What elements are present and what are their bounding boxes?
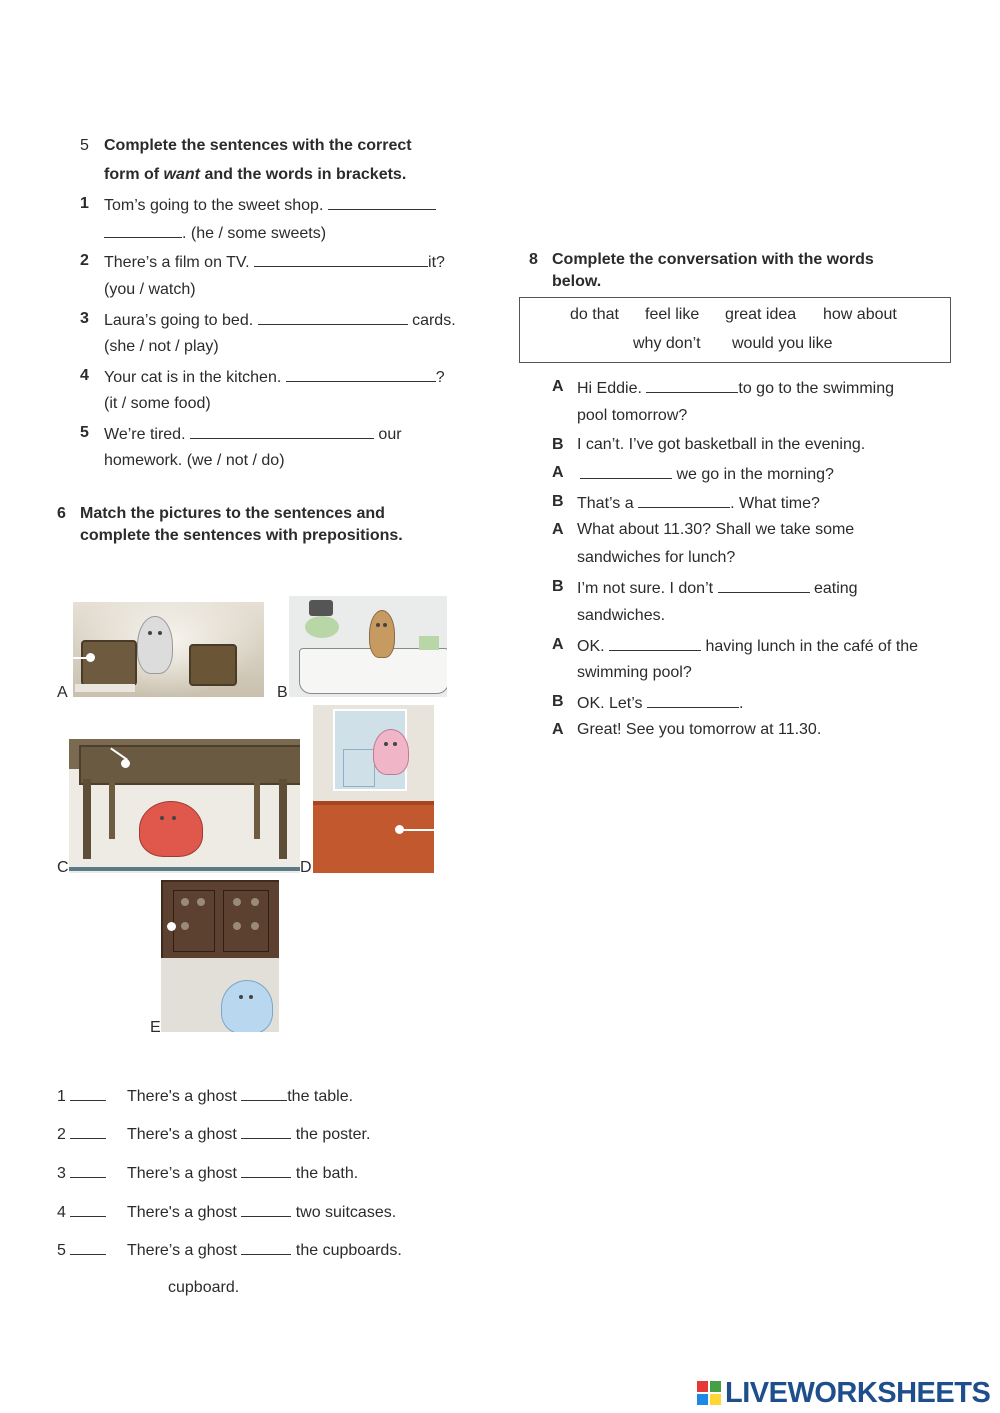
- ex8-blank-2[interactable]: [580, 464, 672, 479]
- ex5-item-5-number: 5: [80, 424, 89, 441]
- ex5-blank-1b[interactable]: [104, 223, 182, 238]
- ex6-sentence-3-text: There’s a ghost the bath.: [127, 1165, 359, 1182]
- word-do-that: do that: [570, 306, 619, 323]
- picture-b: [289, 596, 447, 697]
- ex8-blank-5[interactable]: [609, 636, 701, 651]
- dialogue-line-1: Hi Eddie. to go to the swimming: [577, 380, 894, 397]
- ex6-match-blank-5[interactable]: [70, 1240, 106, 1255]
- ex8-blank-1[interactable]: [646, 378, 738, 393]
- ex6-prep-blank-5[interactable]: [241, 1240, 291, 1255]
- ghost-brown: [369, 610, 395, 658]
- exercise-8-number: 8: [529, 251, 538, 268]
- label-dot-e: [167, 922, 176, 931]
- picture-c: [69, 739, 300, 873]
- suitcase-left: [81, 640, 137, 686]
- speaker-b-1: B: [552, 436, 564, 453]
- ex5-item-1-line2: . (he / some sweets): [104, 223, 326, 243]
- ex8-blank-4[interactable]: [718, 578, 810, 593]
- ex5-blank-4[interactable]: [286, 367, 436, 382]
- exercise-6-number: 6: [57, 505, 66, 522]
- ex6-sentence-5: 5: [57, 1240, 106, 1260]
- ex5-item-5: We’re tired. our: [104, 426, 402, 443]
- exercise-5-instruction: Complete the sentences with the correct: [104, 137, 412, 154]
- ghost-grey: [137, 616, 173, 674]
- dialogue-line-7: OK. having lunch in the café of the: [577, 638, 919, 655]
- ex6-trailing-text: cupboard.: [168, 1279, 240, 1296]
- picture-a: [73, 602, 264, 697]
- ex6-match-blank-2[interactable]: [70, 1124, 106, 1139]
- ex6-match-blank-4[interactable]: [70, 1202, 106, 1217]
- ex6-sentence-1: 1: [57, 1086, 106, 1106]
- ex5-item-1-number: 1: [80, 195, 89, 212]
- label-dot-a: [86, 653, 95, 662]
- picture-label-d: D: [300, 859, 312, 876]
- exercise-5-instruction-2: form of want and the words in brackets.: [104, 166, 407, 183]
- ex6-prep-blank-1[interactable]: [241, 1086, 287, 1101]
- ex5-item-4-number: 4: [80, 367, 89, 384]
- ex6-sentence-4-text: There's a ghost two suitcases.: [127, 1204, 397, 1221]
- ex6-sentence-2: 2: [57, 1124, 106, 1144]
- exercise-5-number: 5: [80, 137, 89, 154]
- ghost-blue: [221, 980, 273, 1032]
- picture-label-b: B: [277, 684, 288, 701]
- ex6-match-blank-3[interactable]: [70, 1163, 106, 1178]
- word-great-idea: great idea: [725, 306, 797, 323]
- ex6-match-blank-1[interactable]: [70, 1086, 106, 1101]
- ex5-blank-3[interactable]: [258, 310, 408, 325]
- picture-label-a: A: [57, 684, 68, 701]
- speaker-a-4: A: [552, 636, 564, 653]
- ex6-sentence-1-text: There's a ghost the table.: [127, 1088, 354, 1105]
- ex5-item-3-line2: (she / not / play): [104, 338, 219, 355]
- word-why-dont: why don’t: [633, 335, 701, 352]
- word-box: [519, 297, 951, 363]
- speaker-a-2: A: [552, 464, 564, 481]
- speaker-a-5: A: [552, 721, 564, 738]
- ex5-item-4-line2: (it / some food): [104, 395, 211, 412]
- exercise-8-instruction: Complete the conversation with the words: [552, 251, 874, 268]
- ex5-blank-2[interactable]: [254, 252, 428, 267]
- logo-text: LIVEWORKSHEETS: [725, 1377, 991, 1409]
- ex6-sentence-2-text: There's a ghost the poster.: [127, 1126, 371, 1143]
- ex8-blank-3[interactable]: [638, 493, 730, 508]
- ex5-item-2: There’s a film on TV. it?: [104, 254, 445, 271]
- picture-e: [161, 880, 279, 1032]
- ex5-item-3-number: 3: [80, 310, 89, 327]
- word-feel-like: feel like: [645, 306, 700, 323]
- ex8-blank-6[interactable]: [647, 693, 739, 708]
- ex6-prep-blank-3[interactable]: [241, 1163, 291, 1178]
- dialogue-line-7-cont: swimming pool?: [577, 664, 692, 681]
- dialogue-line-1-cont: pool tomorrow?: [577, 407, 688, 424]
- bath-mat: [305, 616, 339, 638]
- ex6-sentence-4: 4: [57, 1202, 106, 1222]
- label-dot-c: [121, 759, 130, 768]
- speaker-b-4: B: [552, 693, 564, 710]
- speaker-b-3: B: [552, 578, 564, 595]
- cupboard: [161, 880, 279, 962]
- word-would-you-like: would you like: [732, 335, 833, 352]
- logo-icon: [697, 1381, 721, 1405]
- ex5-item-3: Laura’s going to bed. cards.: [104, 312, 456, 329]
- ghost-red: [139, 801, 203, 857]
- picture-label-c: C: [57, 859, 69, 876]
- dialogue-line-6: I’m not sure. I don’t eating: [577, 580, 858, 597]
- ex5-item-2-number: 2: [80, 252, 89, 269]
- dialogue-line-6-cont: sandwiches.: [577, 607, 666, 624]
- dialogue-line-2: I can’t. I’ve got basketball in the evening.: [577, 436, 866, 453]
- suitcase-right: [189, 644, 237, 686]
- dialogue-line-4: That’s a . What time?: [577, 495, 820, 512]
- ex6-sentence-5-text: There’s a ghost the cupboards.: [127, 1242, 402, 1259]
- speaker-a-3: A: [552, 521, 564, 538]
- dialogue-line-5: What about 11.30? Shall we take some: [577, 521, 855, 538]
- dialogue-line-3: we go in the morning?: [580, 464, 834, 484]
- ex5-item-5-line2: homework. (we / not / do): [104, 452, 285, 469]
- ex5-item-4: Your cat is in the kitchen. ?: [104, 369, 445, 386]
- bed: [313, 801, 434, 873]
- exercise-8-instruction-2: below.: [552, 273, 602, 290]
- dialogue-line-9: Great! See you tomorrow at 11.30.: [577, 721, 822, 738]
- exercise-6-instruction: Match the pictures to the sentences and: [80, 505, 385, 522]
- word-how-about: how about: [823, 306, 897, 323]
- ex5-blank-5[interactable]: [190, 424, 374, 439]
- ghost-pink: [373, 729, 409, 775]
- picture-label-e: E: [150, 1019, 161, 1036]
- ex6-prep-blank-4[interactable]: [241, 1202, 291, 1217]
- dialogue-line-8: OK. Let’s .: [577, 695, 744, 712]
- label-dot-d: [395, 825, 404, 834]
- speaker-a-1: A: [552, 378, 564, 395]
- exercise-6-instruction-2: complete the sentences with prepositions.: [80, 527, 403, 544]
- dialogue-line-5-cont: sandwiches for lunch?: [577, 549, 736, 566]
- speaker-b-2: B: [552, 493, 564, 510]
- ex5-item-1: Tom’s going to the sweet shop.: [104, 195, 436, 215]
- ex5-blank-1a[interactable]: [328, 195, 436, 210]
- ex5-item-2-line2: (you / watch): [104, 281, 196, 298]
- picture-d: [313, 705, 434, 873]
- ex6-sentence-3: 3: [57, 1163, 106, 1183]
- ex6-prep-blank-2[interactable]: [241, 1124, 291, 1139]
